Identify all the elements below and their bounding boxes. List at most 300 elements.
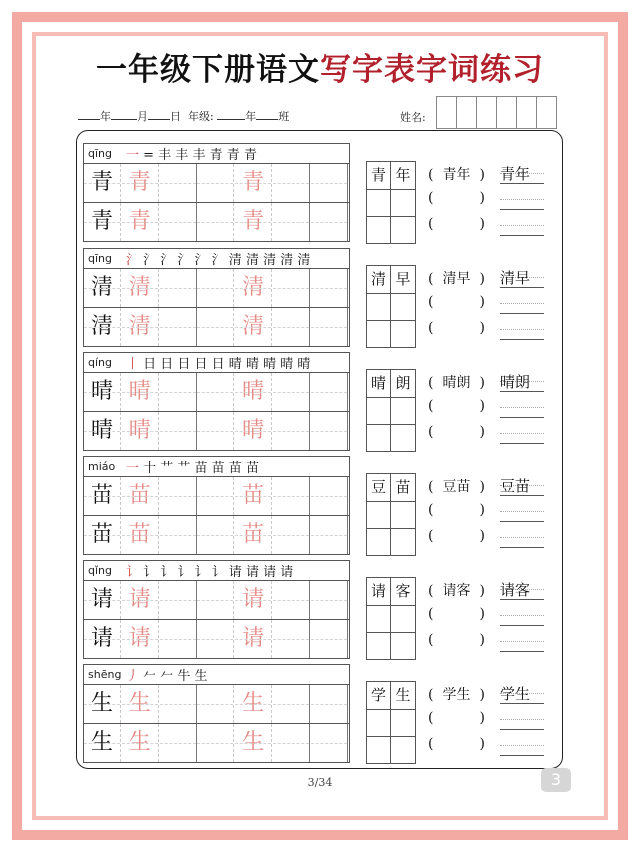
paren-row — [428, 684, 485, 704]
word-box-row[interactable] — [367, 266, 415, 294]
writing-cell[interactable] — [311, 477, 348, 515]
paren-content: 晴朗 — [442, 375, 471, 391]
word-cell[interactable] — [391, 216, 415, 243]
word-cell[interactable] — [391, 632, 415, 659]
writing-cell[interactable] — [273, 477, 310, 515]
paren-content: 请客 — [442, 583, 471, 599]
model-char: 青 — [90, 209, 113, 234]
writing-cell[interactable] — [197, 685, 234, 723]
model-char: 晴 — [90, 379, 113, 404]
word-cell[interactable] — [367, 162, 391, 189]
word-cell[interactable] — [367, 736, 391, 763]
word-cell[interactable] — [391, 501, 415, 528]
writing-grid-row — [84, 164, 349, 203]
writing-cell[interactable] — [235, 516, 272, 554]
word-box-row[interactable] — [367, 370, 415, 398]
writing-cell[interactable] — [84, 203, 121, 241]
word-char: 早 — [395, 270, 411, 288]
word-char: 请 — [370, 582, 386, 600]
class-unit: 班 — [278, 110, 290, 123]
paren-close: ) — [479, 320, 485, 336]
writing-cell[interactable] — [160, 724, 197, 762]
answer-line[interactable] — [500, 417, 544, 418]
trace-char: 生 — [242, 691, 265, 716]
writing-cell[interactable] — [122, 203, 159, 241]
answer-line[interactable] — [500, 755, 544, 756]
writing-cell[interactable] — [311, 620, 348, 658]
answer-line[interactable] — [500, 313, 544, 314]
paren-close: ) — [479, 502, 485, 518]
paren-row — [428, 606, 485, 622]
answer-word: 请客 — [500, 581, 531, 599]
char-practice-block — [83, 352, 350, 451]
trace-char: 清 — [242, 275, 265, 300]
writing-cell[interactable] — [235, 164, 272, 202]
word-char: 年 — [395, 166, 411, 184]
pinyin: shēng — [88, 668, 122, 681]
paren-close: ) — [479, 632, 485, 648]
writing-grid-row — [84, 620, 349, 658]
page-badge: 3 — [541, 768, 571, 792]
word-char: 青 — [370, 166, 386, 184]
word-cell[interactable] — [367, 474, 391, 501]
year-blank[interactable] — [78, 108, 100, 120]
answer-line[interactable] — [500, 339, 544, 340]
paren-open: ( — [428, 736, 434, 752]
answer-guide-line — [500, 407, 544, 408]
word-box-row[interactable] — [367, 293, 415, 321]
stroke-first: 丿 — [126, 669, 140, 684]
writing-cell[interactable] — [311, 164, 348, 202]
writing-grid-row — [84, 516, 349, 554]
writing-cell[interactable] — [273, 164, 310, 202]
writing-cell[interactable] — [273, 308, 310, 346]
word-cell[interactable] — [367, 528, 391, 555]
writing-cell[interactable] — [122, 581, 159, 619]
writing-grid-row — [84, 724, 349, 762]
paren-open: ( — [428, 375, 434, 391]
writing-cell[interactable] — [160, 516, 197, 554]
writing-cell[interactable] — [160, 620, 197, 658]
writing-cell[interactable] — [235, 269, 272, 307]
writing-cell[interactable] — [197, 724, 234, 762]
model-char: 清 — [90, 275, 113, 300]
word-char: 晴 — [370, 374, 386, 392]
word-box-row[interactable] — [367, 424, 415, 451]
paren-row — [428, 580, 485, 600]
writing-cell[interactable] — [122, 620, 159, 658]
writing-cell[interactable] — [84, 685, 121, 723]
paren-close: ) — [479, 271, 485, 287]
paren-close: ) — [479, 294, 485, 310]
writing-cell[interactable] — [84, 620, 121, 658]
writing-cell[interactable] — [273, 581, 310, 619]
month-blank[interactable] — [111, 108, 137, 120]
answer-guide-line — [500, 199, 544, 200]
answer-line[interactable] — [500, 651, 544, 652]
writing-cell[interactable] — [122, 269, 159, 307]
answer-guide-line — [500, 641, 544, 642]
writing-cell[interactable] — [311, 516, 348, 554]
writing-cell[interactable] — [122, 412, 159, 450]
trace-char: 青 — [242, 209, 265, 234]
trace-char: 青 — [128, 209, 151, 234]
writing-cell[interactable] — [160, 685, 197, 723]
paren-open: ( — [428, 632, 434, 648]
writing-cell[interactable] — [197, 269, 234, 307]
word-cell[interactable] — [391, 162, 415, 189]
year-label: 年 — [100, 110, 111, 123]
writing-cell[interactable] — [84, 581, 121, 619]
word-box-row[interactable] — [367, 474, 415, 502]
writing-cell[interactable] — [197, 373, 234, 411]
writing-cell[interactable] — [160, 203, 197, 241]
writing-cell[interactable] — [311, 685, 348, 723]
paren-close: ) — [479, 583, 485, 599]
answer-guide-line — [500, 719, 544, 720]
stroke-rest: 讠 讠 讠 讠 讠 请 请 请 请 — [139, 565, 294, 580]
writing-grid-row — [84, 269, 349, 308]
info-line — [78, 108, 289, 124]
writing-cell[interactable] — [273, 269, 310, 307]
char-practice-block — [83, 248, 350, 347]
answer-word: 青年 — [500, 165, 531, 183]
writing-cell[interactable] — [84, 516, 121, 554]
paren-close: ) — [479, 736, 485, 752]
paren-open: ( — [428, 606, 434, 622]
writing-cell[interactable] — [122, 164, 159, 202]
writing-cell[interactable] — [122, 373, 159, 411]
paren-close: ) — [479, 710, 485, 726]
word-box — [366, 265, 416, 348]
stroke-order — [126, 457, 259, 476]
trace-char: 请 — [128, 626, 151, 651]
pinyin-row — [84, 457, 349, 477]
paren-close: ) — [479, 216, 485, 232]
word-box-row[interactable] — [367, 189, 415, 217]
writing-cell[interactable] — [122, 308, 159, 346]
page-title — [0, 44, 640, 89]
writing-cell[interactable] — [84, 308, 121, 346]
writing-cell[interactable] — [273, 685, 310, 723]
answer-line[interactable] — [500, 729, 544, 730]
writing-cell[interactable] — [235, 308, 272, 346]
word-char: 客 — [395, 582, 411, 600]
paren-close: ) — [479, 167, 485, 183]
char-practice-block — [83, 664, 350, 763]
writing-cell[interactable] — [311, 724, 348, 762]
word-cell[interactable] — [367, 320, 391, 347]
model-char: 请 — [90, 587, 113, 612]
paren-row — [428, 502, 485, 518]
paren-content: 学生 — [442, 687, 471, 703]
answer-guide-line — [500, 329, 544, 330]
trace-char: 晴 — [128, 418, 151, 443]
paren-row — [428, 632, 485, 648]
writing-cell[interactable] — [197, 203, 234, 241]
word-box — [366, 577, 416, 660]
answer-guide-line — [500, 615, 544, 616]
word-box — [366, 681, 416, 764]
writing-cell[interactable] — [311, 308, 348, 346]
writing-cell[interactable] — [197, 581, 234, 619]
paren-open: ( — [428, 710, 434, 726]
trace-char: 苗 — [242, 483, 265, 508]
writing-cell[interactable] — [84, 373, 121, 411]
writing-cell[interactable] — [311, 203, 348, 241]
writing-cell[interactable] — [84, 477, 121, 515]
writing-cell[interactable] — [84, 724, 121, 762]
trace-char: 青 — [128, 170, 151, 195]
writing-grid-row — [84, 412, 349, 450]
word-cell[interactable] — [391, 397, 415, 424]
model-char: 晴 — [90, 418, 113, 443]
model-char: 苗 — [90, 483, 113, 508]
word-box-row[interactable] — [367, 501, 415, 529]
writing-grid-row — [84, 203, 349, 241]
paren-open: ( — [428, 320, 434, 336]
title-red: 写字表字词练习 — [320, 52, 544, 88]
word-cell[interactable] — [367, 605, 391, 632]
writing-cell[interactable] — [273, 620, 310, 658]
writing-cell[interactable] — [160, 581, 197, 619]
word-cell[interactable] — [367, 632, 391, 659]
paren-open: ( — [428, 583, 434, 599]
grade-unit: 年 — [245, 110, 257, 123]
writing-cell[interactable] — [160, 373, 197, 411]
paren-row — [428, 424, 485, 440]
name-boxes[interactable] — [437, 96, 557, 129]
writing-grid-row — [84, 477, 349, 516]
word-cell[interactable] — [367, 293, 391, 320]
paren-close: ) — [479, 398, 485, 414]
paren-row — [428, 268, 485, 288]
writing-cell[interactable] — [160, 164, 197, 202]
paren-row — [428, 710, 485, 726]
writing-cell[interactable] — [122, 724, 159, 762]
writing-cell[interactable] — [84, 269, 121, 307]
word-cell[interactable] — [367, 189, 391, 216]
answer-line[interactable] — [500, 443, 544, 444]
pinyin-row — [84, 561, 349, 581]
word-cell[interactable] — [367, 424, 391, 451]
trace-char: 请 — [128, 587, 151, 612]
stroke-first: 讠 — [126, 565, 140, 580]
grade-blank[interactable] — [217, 108, 245, 120]
word-cell[interactable] — [391, 736, 415, 763]
word-box-row[interactable] — [367, 709, 415, 737]
paren-open: ( — [428, 479, 434, 495]
word-box-row[interactable] — [367, 578, 415, 606]
paren-open: ( — [428, 528, 434, 544]
writing-cell[interactable] — [122, 477, 159, 515]
stroke-first: 一 — [126, 461, 140, 476]
writing-cell[interactable] — [197, 308, 234, 346]
word-char: 清 — [370, 270, 386, 288]
writing-cell[interactable] — [160, 477, 197, 515]
paren-row — [428, 398, 485, 414]
paren-open: ( — [428, 190, 434, 206]
paren-close: ) — [479, 606, 485, 622]
paren-open: ( — [428, 271, 434, 287]
paren-open: ( — [428, 398, 434, 414]
model-char: 生 — [90, 691, 113, 716]
word-box-row[interactable] — [367, 162, 415, 190]
word-cell[interactable] — [367, 216, 391, 243]
word-cell[interactable] — [391, 474, 415, 501]
word-cell[interactable] — [391, 293, 415, 320]
word-cell[interactable] — [367, 266, 391, 293]
answer-word: 学生 — [500, 685, 531, 703]
paren-close: ) — [479, 479, 485, 495]
writing-cell[interactable] — [273, 724, 310, 762]
writing-cell[interactable] — [197, 477, 234, 515]
stroke-rest: 十 艹 艹 苗 苗 苗 苗 — [139, 461, 259, 476]
answer-line[interactable] — [500, 547, 544, 548]
word-cell[interactable] — [367, 578, 391, 605]
word-box-row[interactable] — [367, 216, 415, 243]
pinyin: qīng — [88, 147, 112, 160]
answer-guide-line — [500, 745, 544, 746]
word-cell[interactable] — [367, 709, 391, 736]
answer-word: 晴朗 — [500, 373, 531, 391]
word-cell[interactable] — [391, 266, 415, 293]
word-cell[interactable] — [367, 370, 391, 397]
trace-char: 清 — [128, 275, 151, 300]
writing-cell[interactable] — [197, 412, 234, 450]
paren-content: 清早 — [442, 271, 471, 287]
stroke-rest: 氵 氵 氵 氵 氵 清 清 清 清 清 — [139, 253, 311, 268]
writing-cell[interactable] — [84, 412, 121, 450]
paren-row — [428, 476, 485, 496]
model-char: 青 — [90, 170, 113, 195]
stroke-order — [126, 353, 310, 372]
word-cell[interactable] — [391, 320, 415, 347]
grade-label: 年级: — [188, 110, 214, 123]
pinyin: miáo — [88, 460, 116, 473]
answer-guide-line — [500, 225, 544, 226]
char-practice-block — [83, 143, 350, 242]
word-cell[interactable] — [391, 605, 415, 632]
day-label: 日 — [170, 110, 181, 123]
writing-cell[interactable] — [197, 620, 234, 658]
month-label: 月 — [137, 110, 148, 123]
writing-cell[interactable] — [311, 373, 348, 411]
answer-line[interactable] — [500, 521, 544, 522]
word-box-row[interactable] — [367, 605, 415, 633]
word-cell[interactable] — [391, 189, 415, 216]
char-practice-block — [83, 456, 350, 555]
writing-cell[interactable] — [235, 203, 272, 241]
writing-cell[interactable] — [273, 373, 310, 411]
writing-cell[interactable] — [122, 516, 159, 554]
writing-cell[interactable] — [84, 164, 121, 202]
day-blank[interactable] — [148, 108, 170, 120]
writing-grid-row — [84, 373, 349, 412]
writing-grid-row — [84, 685, 349, 724]
trace-char: 生 — [242, 730, 265, 755]
pinyin-row — [84, 144, 349, 164]
trace-char: 晴 — [242, 379, 265, 404]
word-cell[interactable] — [391, 682, 415, 709]
writing-cell[interactable] — [235, 477, 272, 515]
stroke-order — [126, 144, 257, 163]
paren-row — [428, 190, 485, 206]
word-cell[interactable] — [391, 528, 415, 555]
writing-cell[interactable] — [273, 516, 310, 554]
word-char: 豆 — [370, 478, 386, 496]
paren-row — [428, 736, 485, 752]
paren-open: ( — [428, 294, 434, 310]
writing-cell[interactable] — [235, 412, 272, 450]
answer-guide-line — [500, 433, 544, 434]
paren-open: ( — [428, 216, 434, 232]
word-box-row[interactable] — [367, 682, 415, 710]
paren-close: ) — [479, 424, 485, 440]
word-cell[interactable] — [367, 397, 391, 424]
word-box — [366, 161, 416, 244]
writing-cell[interactable] — [235, 581, 272, 619]
writing-cell[interactable] — [311, 412, 348, 450]
word-cell[interactable] — [391, 424, 415, 451]
word-char: 学 — [370, 686, 386, 704]
writing-cell[interactable] — [235, 685, 272, 723]
writing-cell[interactable] — [273, 412, 310, 450]
word-cell[interactable] — [391, 709, 415, 736]
answer-line[interactable] — [500, 625, 544, 626]
model-char: 生 — [90, 730, 113, 755]
stroke-order — [126, 249, 310, 268]
word-box-row[interactable] — [367, 320, 415, 347]
writing-grid-row — [84, 308, 349, 346]
word-cell[interactable] — [391, 578, 415, 605]
word-cell[interactable] — [367, 501, 391, 528]
writing-grid-row — [84, 581, 349, 620]
title-black: 一年级下册语文 — [96, 52, 320, 88]
trace-char: 晴 — [242, 418, 265, 443]
word-box-row[interactable] — [367, 528, 415, 555]
class-blank[interactable] — [256, 108, 278, 120]
writing-cell[interactable] — [235, 373, 272, 411]
writing-cell[interactable] — [122, 685, 159, 723]
writing-cell[interactable] — [160, 308, 197, 346]
stroke-order — [126, 561, 293, 580]
paren-row — [428, 372, 485, 392]
writing-cell[interactable] — [160, 269, 197, 307]
writing-cell[interactable] — [235, 620, 272, 658]
word-box-row[interactable] — [367, 736, 415, 763]
writing-cell[interactable] — [311, 581, 348, 619]
stroke-first: 丨 — [126, 357, 140, 372]
writing-cell[interactable] — [197, 516, 234, 554]
answer-line[interactable] — [500, 235, 544, 236]
paren-close: ) — [479, 190, 485, 206]
word-cell[interactable] — [391, 370, 415, 397]
word-box — [366, 369, 416, 452]
writing-cell[interactable] — [160, 412, 197, 450]
word-box-row[interactable] — [367, 632, 415, 659]
answer-line[interactable] — [500, 209, 544, 210]
pinyin-row — [84, 249, 349, 269]
word-box-row[interactable] — [367, 397, 415, 425]
writing-cell[interactable] — [311, 269, 348, 307]
paren-open: ( — [428, 424, 434, 440]
writing-cell[interactable] — [273, 203, 310, 241]
paren-open: ( — [428, 167, 434, 183]
writing-cell[interactable] — [235, 724, 272, 762]
word-cell[interactable] — [367, 682, 391, 709]
writing-cell[interactable] — [197, 164, 234, 202]
